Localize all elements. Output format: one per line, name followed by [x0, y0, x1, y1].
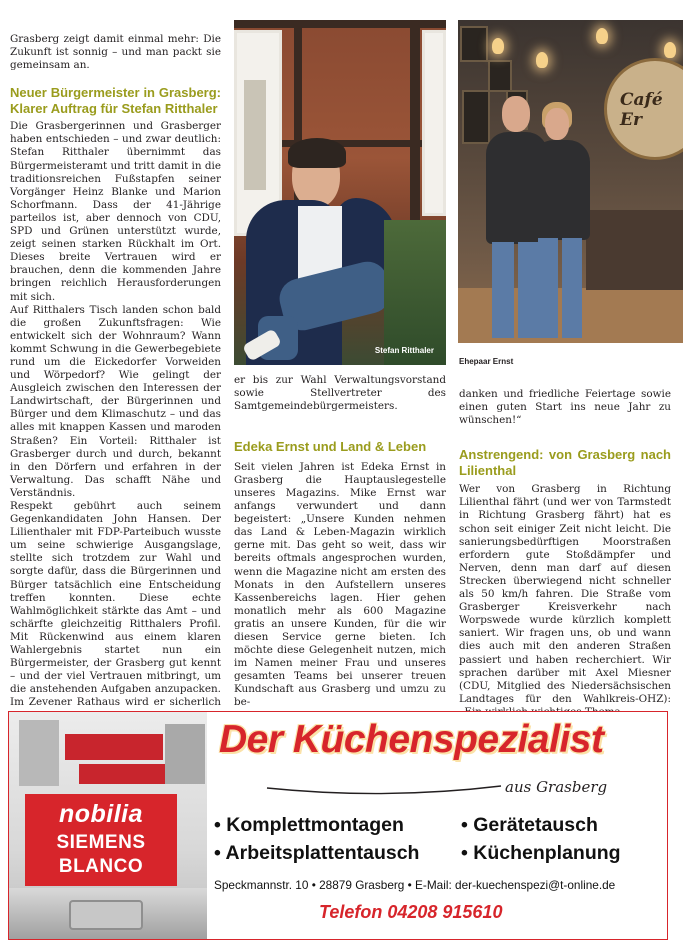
- photo-caption: Ehepaar Ernst: [459, 357, 514, 366]
- service-item: • Gerätetausch: [461, 814, 598, 836]
- heading-edeka-ernst: Edeka Ernst und Land & Leben: [234, 439, 427, 455]
- article-paragraph: Die Grasbergerinnen und Grasberger haben entschieden – und zwar deutlich: Stefan Ritthaler übernimmt das Bürgermeisteramt und tritt damit in die traditionsreichen Fußstapfen seiner Vorgänger Heinz Blanke und Marion Schorfmann. Dass der 41-Jährige parteilos ist, aber dennoch von CDU, SPD und Grünen unterstützt wurde, zeigt seinen starken Rückhalt im Ort. Dieses breite Vertrauen wird er brauchen, denn die kommenden Jahre bringen reichlich Herausforderungen mit sich.: [10, 120, 221, 303]
- brand-logos: [25, 794, 177, 886]
- article-paragraph: Auf Ritthalers Tisch landen schon bald die großen Zukunftsfragen: Wie entwickelt sich der Wohnraum? Wann kommt Schwung in die Gewerbegebiete rund um die Eickedorfer Vorweiden und Wörpedorf? Wie gelingt der Ausgleich zwischen den Interessen der Landwirtschaft, der Bürgerinnen und Bürger und dem Klimaschutz – und das alles mit knappen Kassen und maroden Straßen? Ein Vorteil: Ritthaler ist Grasberger durch und durch, bekannt in den Dörfern und erfahren in der Verwaltung. Das schafft Nähe und Verständnis.: [10, 303, 221, 499]
- article-paragraph: Seit vielen Jahren ist Edeka Ernst in Grasberg die Hauptauslegestelle unseres Magazins. Mike Ernst war anfangs verwundert und dann begeistert: „Unsere Kunden nehmen das Land & Leben-Magazin wirklich gerne mit. Das geht so weit, dass wir bereits oftmals angesprochen wurden, wenn die Magazine nicht am ersten des Monats in den Aufstellern unseres Kassenbereichs lagen. Hier gehen monatlich mehr als 600 Magazine gratis an unsere Kunden, für die wir diesen Service gerne bieten. Ich möchte diese Gelegenheit nutzen, mich im Namen meiner Frau und unseres gesamten Teams bei unserer treuen Kundschaft aus Grasberg und umzu zu be-: [234, 460, 446, 709]
- photo-caption: Stefan Ritthaler: [374, 346, 434, 355]
- article-paragraph: er bis zur Wahl Verwaltungsvorstand sowie Stellvertreter des Samtgemeindebürgermeisters.: [234, 374, 446, 413]
- article-paragraph: Respekt gebührt auch seinem Gegenkandidaten John Hansen. Der Lilienthaler mit FDP-Parteibuch wusste um seine schwierige Ausgangslage, stellte sich trotzdem zur Wahl und sorgte dafür, dass die Bürgerinnen und Bürger tatsächlich eine Entscheidung treffen konnten. Diese echte Wahlmöglichkeit stärkte das Amt – und schärfte gleichzeitig Ritthalers Profil. Mit Rückenwind aus einem klaren Wahlergebnis startet nun ein Bürgermeister, der Grasberg gut kennt – und der viel Vertrauen mitbringt, um die anstehenden Aufgaben anzupacken. Im Zevener Rathaus wird er sicherlich: [10, 500, 221, 709]
- ad-subtitle: aus Grasberg: [505, 778, 608, 796]
- brand-blanco: BLANCO: [58, 856, 144, 877]
- brand-nobilia: nobilia: [58, 800, 144, 828]
- article-paragraph: danken und friedliche Feiertage sowie einen guten Start ins neue Jahr zu wünschen!“: [459, 388, 671, 427]
- brand-siemens: SIEMENS: [56, 832, 146, 853]
- ad-title: Der Küchenspezialist: [219, 718, 604, 761]
- swoosh-decoration: [265, 778, 505, 798]
- service-item: • Komplettmontagen: [214, 814, 404, 836]
- service-item: • Küchenplanung: [461, 842, 621, 864]
- heading-grasberg-lilienthal: Anstrengend: von Grasberg nach Lilienthal: [459, 447, 671, 478]
- advertisement-kuechenspezialist[interactable]: [8, 711, 668, 940]
- column-right: [459, 388, 671, 719]
- heading-buergermeister: Neuer Bürgermeister in Grasberg: Klarer Auftrag für Stefan Ritthaler: [10, 85, 221, 116]
- column-middle: [234, 374, 446, 710]
- article-paragraph: Wer von Grasberg in Richtung Lilienthal fährt (und wer von Tarmstedt in Richtung Grasberg fährt) hat es schon seit einiger Zeit nicht leicht. Die sanierungsbedürftigen Moorstraßen erfordern gute Stoßdämpfer und Nerven, denn man darf auf diesen Strecken überwiegend nicht schneller als 50 km/h fahren. Die Straße vom Grasberger Kreisverkehr nach Worpswede wurde kürzlich komplett saniert. Wir fragen uns, ob und wann dies auch mit den anderen Straßen passiert und haben recherchiert. Wir sprachen darüber mit Axel Miesner (CDU, Mitglied des Niedersächsischen Landtages für den Wahlkreis-OHZ):: [459, 483, 671, 705]
- service-item: • Arbeitsplattentausch: [214, 842, 420, 864]
- ad-phone[interactable]: Telefon 04208 915610: [319, 902, 503, 922]
- intro-paragraph: Grasberg zeigt damit einmal mehr: Die Zukunft ist sonnig – und man packt sie gemeinsam an.: [10, 33, 221, 72]
- photo-stefan-ritthaler: [234, 20, 446, 365]
- photo-ehepaar-ernst: [458, 20, 683, 343]
- ad-address[interactable]: Speckmannstr. 10 • 28879 Grasberg • E-Mail: der-kuechenspezi@t-online.de: [214, 878, 616, 892]
- cafe-sign: Café Er: [620, 90, 663, 130]
- column-left: [10, 33, 221, 723]
